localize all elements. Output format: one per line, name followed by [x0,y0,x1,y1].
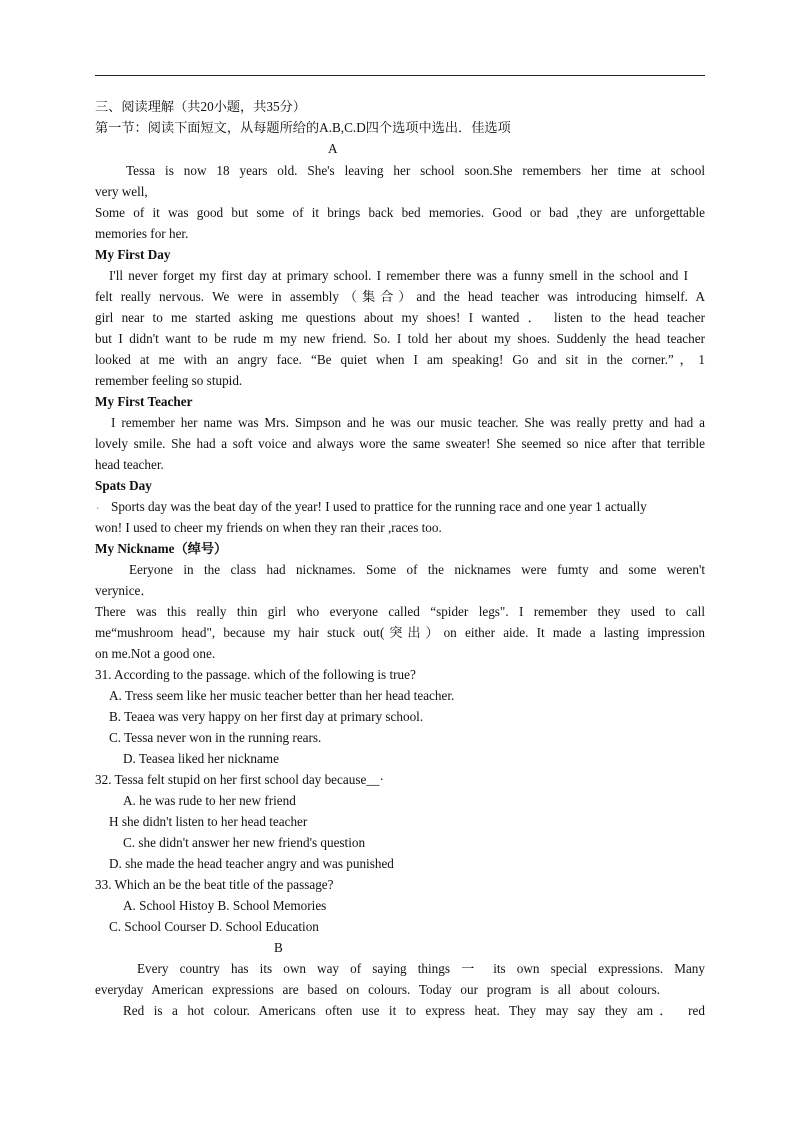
paragraph-line: girl near to me started asking me questions about my shoes! I wanted ． listen to the head teacher [95,310,705,325]
question-32: 32. Tessa felt stupid on her first school day because__· [95,772,384,787]
heading-first-teacher: My First Teacher [95,394,193,409]
paragraph-line: head teacher. [95,457,164,472]
stray-mark: . [96,497,100,512]
question-33: 33. Which an be the beat title of the passage? [95,877,334,892]
paragraph-line: verynice． [95,583,154,598]
option-32-b: H she didn't listen to her head teacher [109,814,308,829]
paragraph-line: on me.Not a good one. [95,646,216,661]
question-31: 31. According to the passage. which of the following is true? [95,667,416,682]
paragraph-line: Every country has its own way of saying things 一 its own special expressions. Many [137,961,705,976]
passage-a-intro-line: memories for her. [95,226,189,241]
option-31-c: C. Tessa never won in the running rears. [109,730,322,745]
passage-a-letter: A [328,141,338,156]
option-33-cd: C. School Courser D. School Education [109,919,319,934]
heading-nickname: My Nickname（绰号） [95,541,228,556]
paragraph-line: me“mushroom head", because my hair stuck out(突出）on either aide. It made a lasting impression [95,625,705,640]
option-31-b: B. Teaea was very happy on her first day at primary school. [109,709,424,724]
passage-a-intro-line: Tessa is now 18 years old. She's leaving her school soon.She remembers her time at school [126,163,705,178]
section-instruction: 第一节：阅读下面短文，从每题所给的A.B,C.D四个选项中选出．佳选项 [95,120,511,135]
header-rule [95,75,705,76]
paragraph-line: everyday American expressions are based on colours. Today our program is all about colours. [95,982,660,997]
option-31-a: A. Tress seem like her music teacher better than her head teacher. [109,688,455,703]
option-32-a: A. he was rude to her new friend [123,793,296,808]
heading-first-day: My First Day [95,247,171,262]
option-32-d: D. she made the head teacher angry and was punished [109,856,394,871]
paragraph-line: Eeryone in the class had nicknames. Some of the nicknames were fumty and some weren't [129,562,705,577]
paragraph-line: looked at me with an angry face. “Be quiet when I am speaking! Go and sit in the corner.”，1 [95,352,705,367]
option-33-ab: A. School Histoy B. School Memories [123,898,327,913]
passage-b-letter: B [274,940,283,955]
option-32-c: C. she didn't answer her new friend's question [123,835,366,850]
paragraph-line: but I didn't want to be rude m my new friend. So. I told her about my shoes. Suddenly the head teacher [95,331,705,346]
paragraph-line: There was this really thin girl who everyone called “spider legs". I remember they used to call [95,604,705,619]
passage-a-intro-line: Some of it was good but some of it brings back bed memories. Good or bad ,they are unforgettable [95,205,705,220]
paragraph-line: Sports day was the beat day of the year! I used to prattice for the running race and one year 1 actually [111,499,647,514]
passage-a-intro-line: very well, [95,184,148,199]
paragraph-line: felt really nervous. We were in assembly（集合）and the head teacher was introducing himself. A [95,289,705,304]
paragraph-line: Red is a hot colour. Americans often use it to express heat. They may say they am． red [123,1003,705,1018]
paragraph-line: remember feeling so stupid. [95,373,243,388]
heading-sports-day: Spats Day [95,478,152,493]
paragraph-line: I'll never forget my first day at primary school. I remember there was a funny smell in the school and I [109,268,688,283]
section-title: 三、阅读理解（共20小题，共35分） [95,99,306,114]
paragraph-line: I remember her name was Mrs. Simpson and he was our music teacher. She was really pretty and had a [111,415,705,430]
option-31-d: D. Teasea liked her nickname [123,751,279,766]
paragraph-line: won! I used to cheer my friends on when they ran their ,races too. [95,520,442,535]
paragraph-line: lovely smile. She had a soft voice and always wore the same sweater! She seemed so nice after that terrible [95,436,705,451]
